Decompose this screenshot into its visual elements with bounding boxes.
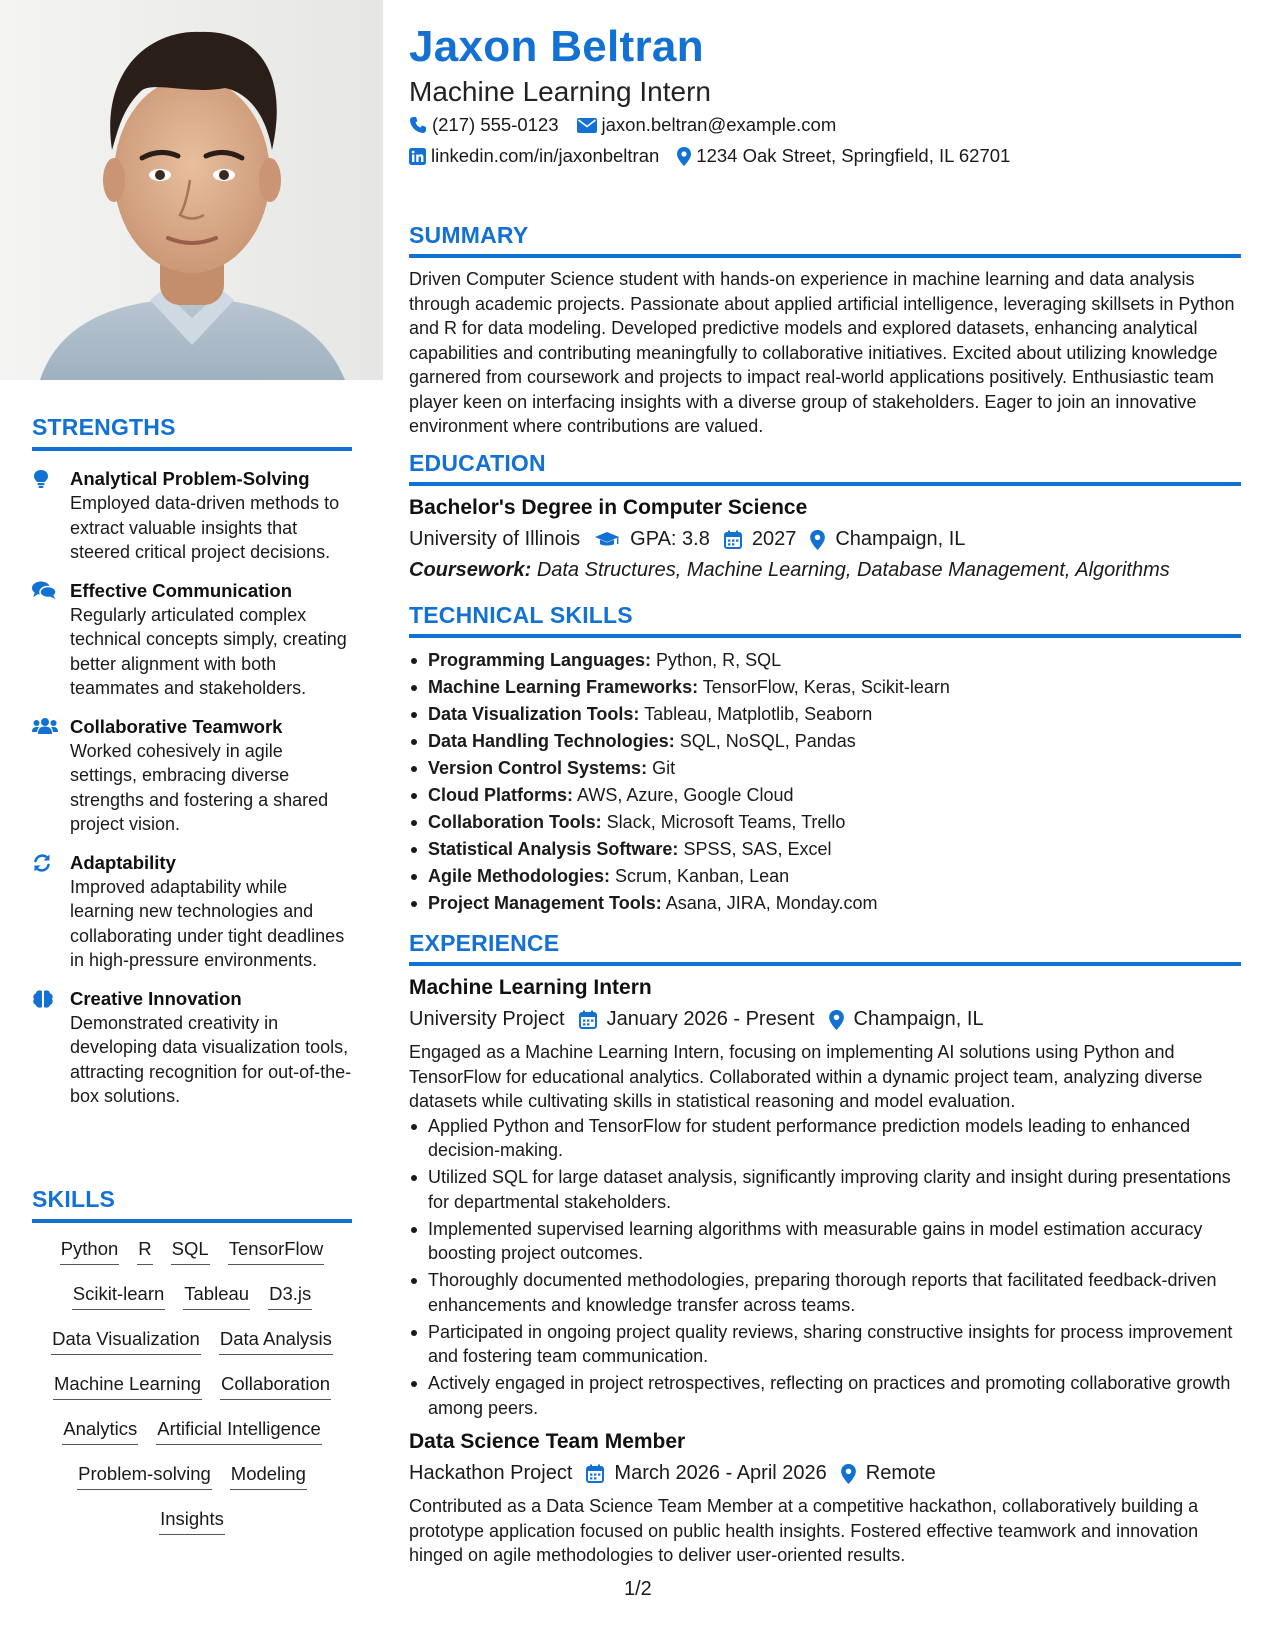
list-item [409,782,1241,809]
skill-values: TensorFlow, Keras, Scikit-learn [702,677,950,697]
job-description: Engaged as a Machine Learning Intern, focusing on implementing AI solutions using Python and TensorFlow for educational analytics. Collaborated within a dynamic project team, analyzing diverse datasets while cultivating skills in statistical reasoning and model evaluation. [409,1042,1203,1111]
org-text: University Project [409,1008,565,1030]
summary-heading: SUMMARY [409,222,1241,258]
linkedin-text: linkedin.com/in/jaxonbeltran [431,145,660,166]
skill-tag: Artificial Intelligence [156,1417,322,1445]
job-title: Machine Learning Intern [409,976,652,999]
strength-desc: Worked cohesively in agile settings, embracing diverse strengths and fostering a shared project vision. [70,740,329,834]
year-text: 2027 [751,528,797,550]
skill-values: Slack, Microsoft Teams, Trello [606,812,846,832]
skill-values: Asana, JIRA, Monday.com [665,893,878,913]
summary-section [409,222,1241,439]
strength-desc: Demonstrated creativity in developing data visualization tools, attracting recognition for out-of-the-box solutions. [70,1012,352,1106]
map-marker-icon [677,147,691,166]
strength-desc: Employed data-driven methods to extract valuable insights that steered critical project decisions. [70,493,340,562]
job-meta [409,1462,1241,1485]
skill-tag: Data Visualization [51,1327,201,1355]
strength-desc: Regularly articulated complex technical concepts simply, creating better alignment with both teammates and stakeholders. [70,604,347,698]
school-name [409,528,580,551]
dates-text: March 2026 - April 2026 [614,1462,827,1484]
strength-item [32,715,352,837]
list-item [409,836,1241,863]
sidebar [0,0,383,1650]
address-text: 1234 Oak Street, Springfield, IL 62701 [696,145,1011,166]
location-text: Champaign, IL [835,528,966,550]
skill-tag: R [137,1237,152,1265]
strength-title: Analytical Problem-Solving [70,468,310,489]
job-org [409,1462,572,1485]
job-title: Data Science Team Member [409,1430,686,1453]
skill-tag: Insights [159,1507,225,1535]
skill-tag: Problem-solving [77,1462,212,1490]
education-meta [409,528,1241,551]
strength-item [32,467,352,565]
lightbulb-icon [32,467,70,565]
phone-contact[interactable] [409,114,559,136]
list-item: Thoroughly documented methodologies, preparing thorough reports that facilitated feedback-driven enhancements and knowledge transfer across teams. [409,1268,1241,1317]
skill-tag: Modeling [230,1462,307,1490]
strength-item [32,579,352,701]
skill-values: Scrum, Kanban, Lean [615,866,790,886]
calendar-icon [724,530,742,549]
list-item: Implemented supervised learning algorithms with measurable gains in model estimation accuracy boosting project outcomes. [409,1217,1241,1266]
email-contact[interactable] [577,114,837,136]
experience-heading: EXPERIENCE [409,930,1241,966]
strength-item [32,987,352,1109]
skill-values: SQL, NoSQL, Pandas [679,731,856,751]
page-number: 1/2 [624,1578,652,1600]
coursework-text: Data Structures, Machine Learning, Database Management, Algorithms [536,559,1170,581]
strength-title: Adaptability [70,851,176,873]
strength-desc: Improved adaptability while learning new technologies and collaborating under tight deadlines in high-pressure environments. [70,876,345,970]
skill-category: Collaboration Tools: [428,812,602,832]
skill-tag: Python [60,1237,120,1265]
skill-tag: SQL [171,1237,210,1265]
coursework-label: Coursework: [409,559,532,581]
linkedin-icon [409,148,426,165]
strength-item [32,851,352,973]
skill-values: Tableau, Matplotlib, Seaborn [644,704,873,724]
job-location [829,1008,984,1031]
sync-icon [32,851,70,973]
list-item [409,890,1241,917]
list-item: Applied Python and TensorFlow for student performance prediction models leading to enhanced decision-making. [409,1114,1241,1163]
skill-category: Version Control Systems: [428,758,648,778]
contact-row-1 [409,114,854,136]
skill-tag: D3.js [268,1282,312,1310]
list-item [409,809,1241,836]
contact-row-2 [409,145,1028,167]
skill-tag: Collaboration [220,1372,331,1400]
list-item [409,701,1241,728]
school-text: University of Illinois [409,528,581,550]
degree-title: Bachelor's Degree in Computer Science [409,496,808,519]
phone-icon [409,116,427,134]
skill-category: Programming Languages: [428,650,652,670]
gpa [594,528,710,551]
education-location [810,528,965,551]
job-bullets [409,1114,1241,1421]
skills-list [32,1237,352,1552]
education-heading: EDUCATION [409,450,1241,486]
skill-tag: Scikit-learn [72,1282,166,1310]
skill-values: Python, R, SQL [656,650,782,670]
technical-skills-list [409,647,1241,917]
linkedin-contact[interactable] [409,145,659,167]
strengths-section [32,414,352,1109]
skill-values: Git [652,758,676,778]
skills-heading: SKILLS [32,1186,352,1223]
phone-text: (217) 555-0123 [432,114,559,135]
users-icon [32,715,70,837]
skill-category: Machine Learning Frameworks: [428,677,699,697]
skill-category: Agile Methodologies: [428,866,610,886]
education-section [409,450,1241,582]
strengths-heading: STRENGTHS [32,414,352,451]
location-text: Remote [865,1462,936,1484]
envelope-icon [577,118,597,133]
list-item: Actively engaged in project retrospectives, reflecting on practices and promoting collaborative growth among peers. [409,1371,1241,1420]
map-marker-icon [810,530,825,550]
strength-title: Creative Innovation [70,987,242,1009]
skill-category: Statistical Analysis Software: [428,839,679,859]
summary-text: Driven Computer Science student with hands-on experience in machine learning and data analysis through academic projects. Passionate about applied artificial intelligence, leveraging skillsets in Python and R for data modeling. Developed predictive models and explored datasets, enhancing analytical capabilities and contributing meaningfully to collaborative initiatives. Excited about utilizing knowledge garnered from coursework and projects to impact real-world applications positively. Enthusiastic team player keen on interfacing insights with a diverse group of stakeholders. Eager to join an innovative environment where contributions are valued. [409,269,1235,436]
technical-skills-section [409,602,1241,917]
skill-category: Data Visualization Tools: [428,704,640,724]
list-item: Utilized SQL for large dataset analysis, significantly improving clarity and insight during presentations for departmental stakeholders. [409,1165,1241,1214]
job-org [409,1008,565,1031]
email-text: jaxon.beltran@example.com [601,114,837,135]
strength-title: Collaborative Teamwork [70,715,283,737]
candidate-role: Machine Learning Intern [409,76,711,107]
skill-category: Cloud Platforms: [428,785,574,805]
skill-tag: TensorFlow [228,1237,325,1265]
comments-icon [32,579,70,701]
experience-section [409,930,1241,1568]
skill-category: Project Management Tools: [428,893,662,913]
job-location [841,1462,936,1485]
org-text: Hackathon Project [409,1462,573,1484]
list-item [409,755,1241,782]
skill-tag: Tableau [183,1282,250,1310]
skill-category: Data Handling Technologies: [428,731,675,751]
profile-photo [0,0,383,380]
dates-text: January 2026 - Present [606,1008,815,1030]
address-contact [677,145,1010,167]
calendar-icon [579,1010,597,1029]
list-item [409,647,1241,674]
skill-values: AWS, Azure, Google Cloud [577,785,794,805]
list-item [409,863,1241,890]
grad-year [724,528,797,551]
location-text: Champaign, IL [853,1008,984,1030]
skill-tag: Machine Learning [53,1372,202,1400]
gpa-text: GPA: 3.8 [630,528,710,550]
skill-tag: Analytics [62,1417,138,1445]
job-dates [586,1462,826,1485]
brain-icon [32,987,70,1109]
graduation-cap-icon [594,531,620,549]
candidate-name: Jaxon Beltran [409,22,704,71]
job-dates [579,1008,815,1031]
skills-section [32,1186,352,1552]
strength-title: Effective Communication [70,579,293,601]
list-item: Participated in ongoing project quality reviews, sharing constructive insights for process improvement and fostering team communication. [409,1320,1241,1369]
technical-skills-heading: TECHNICAL SKILLS [409,602,1241,638]
job-description: Contributed as a Data Science Team Member at a competitive hackathon, collaboratively building a prototype application focused on public health insights. Fostered effective teamwork and innovation hinged on agile methodologies to deliver user-oriented results. [409,1496,1199,1565]
list-item [409,728,1241,755]
map-marker-icon [841,1464,856,1484]
coursework [409,559,1241,582]
job-meta [409,1008,1241,1031]
calendar-icon [586,1464,604,1483]
skill-tag: Data Analysis [219,1327,333,1355]
list-item [409,674,1241,701]
map-marker-icon [829,1010,844,1030]
skill-values: SPSS, SAS, Excel [683,839,832,859]
